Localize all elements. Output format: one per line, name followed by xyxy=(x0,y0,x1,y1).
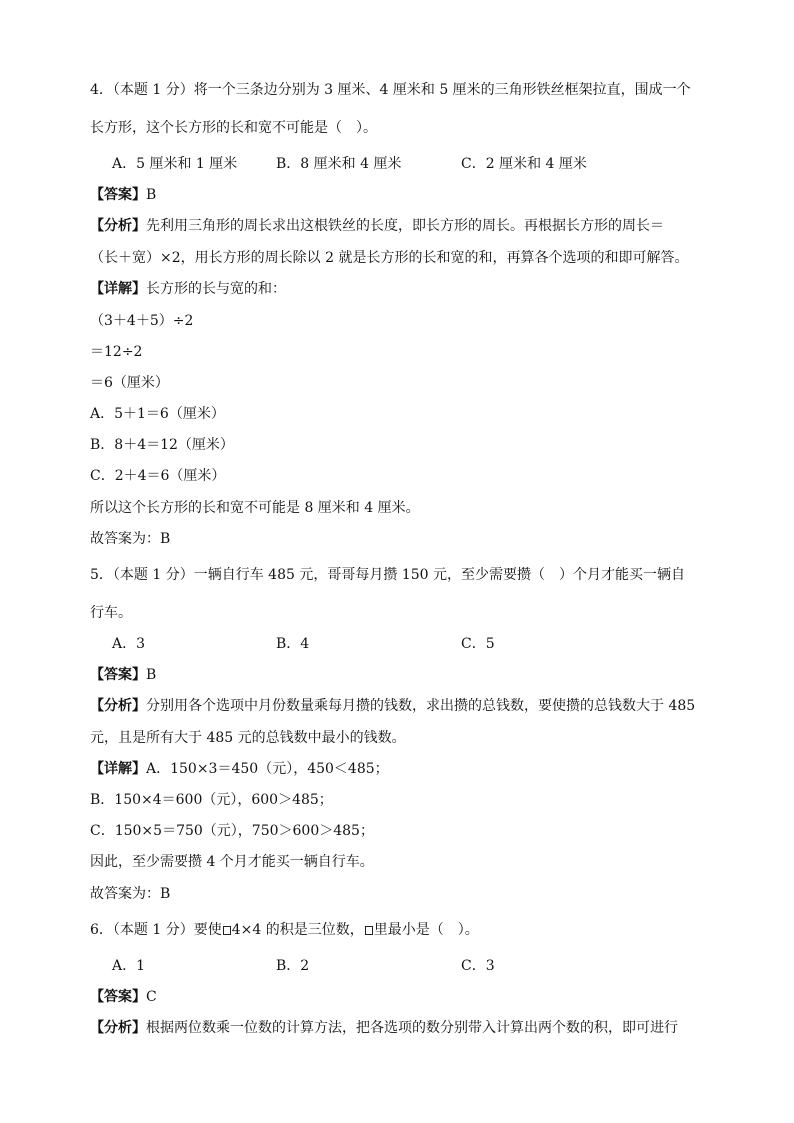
q6-stem-mid: 4×4 的积是三位数， xyxy=(231,922,364,938)
q6-stem xyxy=(90,920,479,940)
q4-detail-line-1 xyxy=(90,279,286,299)
q4-final-answer: 故答案为：B xyxy=(90,531,171,547)
q5-option-a: A．3 xyxy=(112,636,146,652)
analysis-tag: 【分析】 xyxy=(90,698,146,714)
q5-analysis-line-1 xyxy=(90,696,695,716)
blank-box-icon xyxy=(365,926,373,935)
detail-text: 长方形的长与宽的和： xyxy=(146,281,286,297)
answer-tag: 【答案】 xyxy=(90,667,146,683)
detail-text: A．150×3＝450（元），450＜485； xyxy=(146,761,389,777)
q4-analysis-line-2: （长＋宽）×2，用长方形的周长除以 2 就是长方形的长和宽的和，再算各个选项的和即可解答。 xyxy=(90,250,689,266)
q6-answer xyxy=(90,987,157,1007)
q6-analysis-line-1 xyxy=(90,1018,678,1038)
q4-answer xyxy=(90,185,156,205)
q5-analysis-line-2: 元，且是所有大于 485 元的总钱数中最小的钱数。 xyxy=(90,730,406,746)
detail-tag: 【详解】 xyxy=(90,761,146,777)
q4-detail-line: ＝12÷2 xyxy=(90,344,143,360)
blank-box-icon xyxy=(223,926,231,935)
q5-stem-line-2: 行车。 xyxy=(90,605,132,621)
analysis-tag: 【分析】 xyxy=(90,218,146,234)
q4-option-c: C．2 厘米和 4 厘米 xyxy=(461,156,587,172)
q5-conclusion: 因此，至少需要攒 4 个月才能买一辆自行车。 xyxy=(90,854,374,870)
answer-tag: 【答案】 xyxy=(90,989,146,1005)
q4-detail-line: ＝6（厘米） xyxy=(90,375,169,391)
q4-detail-line: A．5＋1＝6（厘米） xyxy=(90,406,225,422)
q6-option-c: C．3 xyxy=(461,958,495,974)
q4-detail-line: B．8＋4＝12（厘米） xyxy=(90,437,234,453)
q5-detail-line: B．150×4＝600（元），600＞485； xyxy=(90,792,333,808)
q5-stem-line-1: 5．（本题 1 分）一辆自行车 485 元，哥哥每月攒 150 元，至少需要攒（ ）个月才能买一辆自 xyxy=(90,567,685,583)
analysis-text: 先利用三角形的周长求出这根铁丝的长度，即长方形的周长。再根据长方形的周长＝ xyxy=(146,218,664,234)
answer-value: C xyxy=(146,989,157,1005)
answer-tag: 【答案】 xyxy=(90,187,146,203)
q5-final-answer: 故答案为：B xyxy=(90,886,171,902)
answer-value: B xyxy=(146,187,157,203)
q5-option-b: B．4 xyxy=(276,636,310,652)
q4-stem-line-1: 4．（本题 1 分）将一个三条边分别为 3 厘米、4 厘米和 5 厘米的三角形铁丝框架拉直，围成一个 xyxy=(90,82,691,98)
detail-tag: 【详解】 xyxy=(90,281,146,297)
q4-detail-line: C．2＋4＝6（厘米） xyxy=(90,468,226,484)
q6-option-b: B．2 xyxy=(276,958,310,974)
q4-detail-line: （3＋4＋5）÷2 xyxy=(90,313,194,329)
q4-option-b: B．8 厘米和 4 厘米 xyxy=(276,156,402,172)
q4-analysis-line-1 xyxy=(90,216,664,236)
analysis-text: 分别用各个选项中月份数量乘每月攒的钱数，求出攒的总钱数，要使攒的总钱数大于 485 xyxy=(146,698,696,714)
q6-option-a: A．1 xyxy=(112,958,146,974)
q5-detail-line-1 xyxy=(90,759,389,779)
q4-conclusion: 所以这个长方形的长和宽不可能是 8 厘米和 4 厘米。 xyxy=(90,500,420,516)
q5-detail-line: C．150×5＝750（元），750＞600＞485； xyxy=(90,823,374,839)
q6-stem-suffix: 里最小是（ ）。 xyxy=(373,922,479,938)
answer-value: B xyxy=(146,667,157,683)
q6-stem-prefix: 6．（本题 1 分）要使 xyxy=(90,922,222,938)
q4-option-a: A．5 厘米和 1 厘米 xyxy=(112,156,238,172)
analysis-tag: 【分析】 xyxy=(90,1020,146,1036)
q4-stem-line-2: 长方形，这个长方形的长和宽不可能是（ ）。 xyxy=(90,120,377,136)
q5-answer xyxy=(90,665,156,685)
analysis-text: 根据两位数乘一位数的计算方法，把各选项的数分别带入计算出两个数的积，即可进行 xyxy=(146,1020,678,1036)
q5-option-c: C．5 xyxy=(461,636,495,652)
